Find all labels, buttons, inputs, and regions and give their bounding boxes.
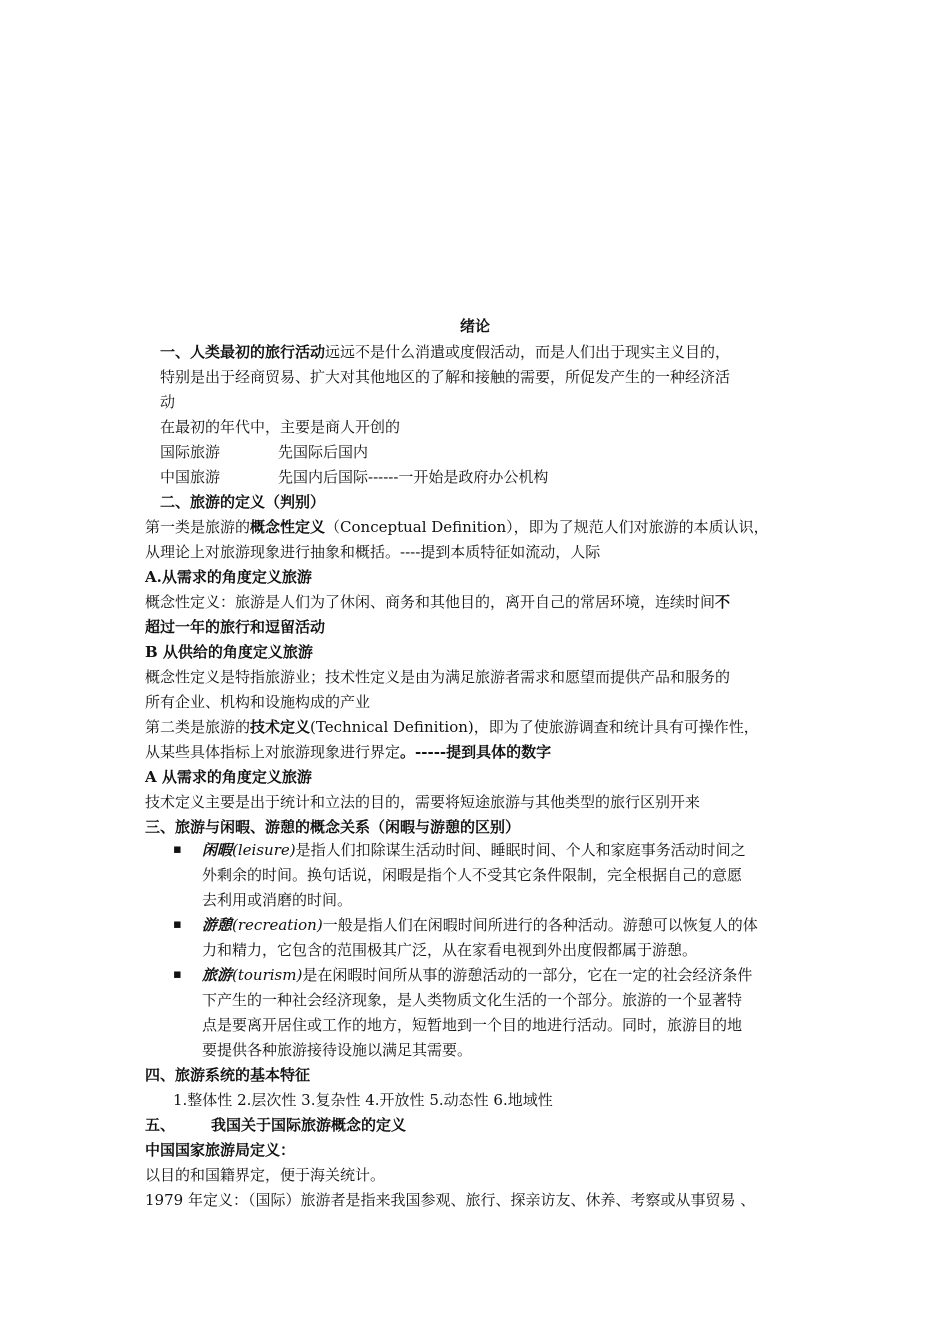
tourism-line3: 点是要离开居住或工作的地方，短暂地到一个目的地进行活动。同时，旅游目的地	[202, 1016, 743, 1034]
intl-tourism-row: 国际旅游 先国际后国内	[160, 443, 369, 461]
section5-line2: 1979 年定义：（国际）旅游者是指来我国参观、旅行、探亲访友、休养、考察或从事贸易 、	[145, 1191, 756, 1209]
cnta-subheading: 中国国家旅游局定义：	[145, 1141, 296, 1159]
demand-line1: 概念性定义：旅游是人们为了休闲、商务和其他目的，离开自己的常居环境，连续时间不	[145, 593, 731, 611]
section5-heading: 五、 我国关于国际旅游概念的定义	[145, 1116, 407, 1134]
recreation-line2: 力和精力，它包含的范围极其广泛，从在家看电视到外出度假都属于游憩。	[202, 941, 698, 959]
features-list: 1.整体性 2.层次性 3.复杂性 4.开放性 5.动态性 6.地域性	[173, 1091, 553, 1109]
technical-demand-line: 技术定义主要是出于统计和立法的目的，需要将短途旅游与其他类型的旅行区别开来	[145, 793, 701, 811]
section5-line1: 以目的和国籍界定，便于海关统计。	[145, 1166, 386, 1184]
tourism-line4: 要提供各种旅游接待设施以满足其需要。	[202, 1041, 473, 1059]
section2-heading: 二、旅游的定义（判别）	[160, 493, 326, 511]
section1-line3: 动	[160, 393, 176, 411]
leisure-line3: 去利用或消磨的时间。	[202, 891, 353, 909]
section4-heading: 四、旅游系统的基本特征	[145, 1066, 311, 1084]
section1-line4: 在最初的年代中，主要是商人开创的	[160, 418, 401, 436]
demand-heading-2: A 从需求的角度定义旅游	[145, 768, 312, 786]
supply-line2: 所有企业、机构和设施构成的产业	[145, 693, 371, 711]
bullet-icon: ▪	[173, 917, 182, 932]
section1-line1: 一、人类最初的旅行活动远远不是什么消遣或度假活动，而是人们出于现实主义目的，	[160, 343, 731, 361]
page-title: 绪论	[459, 317, 490, 335]
bullet-icon: ▪	[173, 842, 182, 857]
leisure-line1: 闲暇(leisure)是指人们扣除谋生活动时间、睡眠时间、个人和家庭事务活动时间之	[202, 841, 746, 859]
leisure-line2: 外剩余的时间。换句话说，闲暇是指个人不受其它条件限制，完全根据自己的意愿	[202, 866, 743, 884]
china-tourism-row: 中国旅游 先国内后国际------一开始是政府办公机构	[160, 468, 549, 486]
technical-def-line2: 从某些具体指标上对旅游现象进行界定。-----提到具体的数字	[145, 743, 552, 761]
tourism-line2: 下产生的一种社会经济现象，是人类物质文化生活的一个部分。旅游的一个显著特	[202, 991, 743, 1009]
section1-heading: 一、人类最初的旅行活动	[160, 343, 326, 361]
bullet-icon: ▪	[173, 967, 182, 982]
demand-heading: A.从需求的角度定义旅游	[145, 568, 312, 586]
conceptual-def-line2: 从理论上对旅游现象进行抽象和概括。----提到本质特征如流动，人际	[145, 543, 601, 561]
demand-line2: 超过一年的旅行和逗留活动	[145, 618, 326, 636]
supply-heading: B 从供给的角度定义旅游	[145, 643, 313, 661]
conceptual-def-line1: 第一类是旅游的概念性定义（Conceptual Definition），即为了规范人们对旅游的本质认识，	[145, 518, 769, 536]
supply-line1: 概念性定义是特指旅游业；技术性定义是由为满足旅游者需求和愿望而提供产品和服务的	[145, 668, 731, 686]
section1-line2: 特别是出于经商贸易、扩大对其他地区的了解和接触的需要，所促发产生的一种经济活	[160, 368, 731, 386]
tourism-line1: 旅游(tourism)是在闲暇时间所从事的游憩活动的一部分，它在一定的社会经济条件	[202, 966, 753, 984]
recreation-line1: 游憩(recreation)一般是指人们在闲暇时间所进行的各种活动。游憩可以恢复人的体	[202, 916, 758, 934]
technical-def-line1: 第二类是旅游的技术定义(Technical Definition)，即为了使旅游调查和统计具有可操作性，	[145, 718, 759, 736]
section3-heading: 三、旅游与闲暇、游憩的概念关系（闲暇与游憩的区别）	[145, 818, 521, 836]
